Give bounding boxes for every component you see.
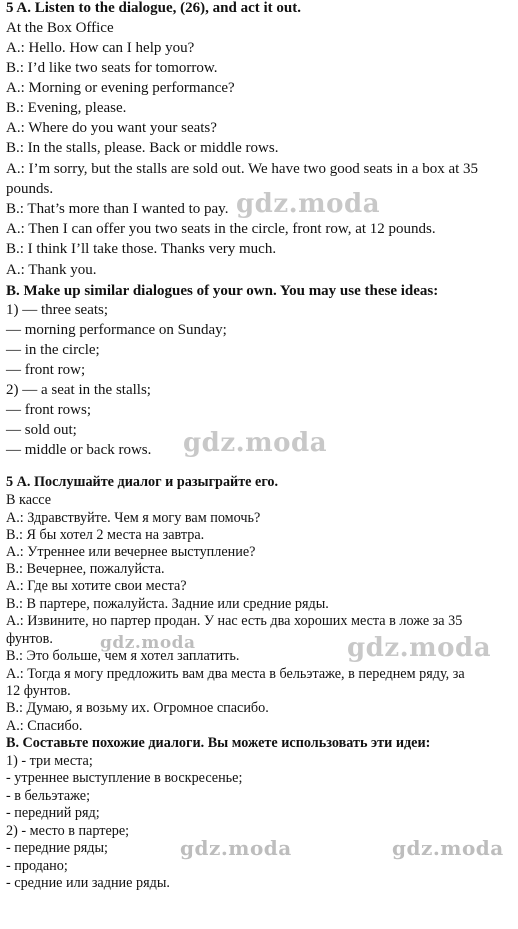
dialogue-line-ru: А.: Утреннее или вечернее выступление? <box>6 544 256 560</box>
dialogue-line-ru: А.: Спасибо. <box>6 718 83 734</box>
dialogue-line: B.: That’s more than I wanted to pay. <box>6 201 229 217</box>
idea-item-ru: - передний ряд; <box>6 805 100 821</box>
dialogue-line: A.: Hello. How can I help you? <box>6 40 195 56</box>
dialogue-line-ru: В.: Вечернее, пожалуйста. <box>6 561 165 577</box>
idea-item-ru: 2) - место в партере; <box>6 823 130 839</box>
idea-item-ru: - передние ряды; <box>6 840 108 856</box>
task-b-title-ru: В. Составьте похожие диалоги. Вы можете использовать эти идеи: <box>6 735 431 751</box>
dialogue-line-ru: А.: Где вы хотите свои места? <box>6 578 187 594</box>
dialogue-line-ru: А.: Извините, но партер продан. У нас есть два хороших места в ложе за 35 <box>6 613 463 629</box>
watermark: gdz.moda <box>347 633 492 663</box>
idea-item: — sold out; <box>6 422 77 438</box>
dialogue-line: A.: Morning or evening performance? <box>6 80 235 96</box>
watermark: gdz.moda <box>180 836 292 860</box>
dialogue-line: B.: I think I’ll take those. Thanks very much. <box>6 241 277 257</box>
dialogue-line: B.: In the stalls, please. Back or middle rows. <box>6 140 279 156</box>
watermark: gdz.moda <box>236 189 381 219</box>
dialogue-line: A.: Then I can offer you two seats in the circle, front row, at 12 pounds. <box>6 221 436 237</box>
idea-item: — front row; <box>6 362 86 378</box>
dialogue-line-ru: фунтов. <box>6 631 53 647</box>
dialogue-line-ru: В.: Думаю, я возьму их. Огромное спасибо. <box>6 700 269 716</box>
dialogue-line: B.: Evening, please. <box>6 100 127 116</box>
idea-item: 2) — a seat in the stalls; <box>6 382 151 398</box>
idea-item-ru: - продано; <box>6 858 68 874</box>
idea-item-ru: - в бельэтаже; <box>6 788 91 804</box>
idea-item: — front rows; <box>6 402 91 418</box>
dialogue-line-ru: В.: В партере, пожалуйста. Задние или средние ряды. <box>6 596 329 612</box>
dialogue-heading-ru: В кассе <box>6 492 52 508</box>
dialogue-line-ru: В.: Это больше, чем я хотел заплатить. <box>6 648 240 664</box>
dialogue-line: A.: I’m sorry, but the stalls are sold out. We have two good seats in a box at 35 <box>6 161 479 177</box>
dialogue-line-ru: В.: Я бы хотел 2 места на завтра. <box>6 527 205 543</box>
watermark: gdz.moda <box>100 633 196 653</box>
dialogue-line: A.: Thank you. <box>6 262 97 278</box>
dialogue-line-ru: 12 фунтов. <box>6 683 71 699</box>
idea-item: — morning performance on Sunday; <box>6 322 227 338</box>
dialogue-line: pounds. <box>6 181 54 197</box>
dialogue-line: B.: I’d like two seats for tomorrow. <box>6 60 218 76</box>
dialogue-line: A.: Where do you want your seats? <box>6 120 217 136</box>
task-b-title-en: B. Make up similar dialogues of your own. You may use these ideas: <box>6 283 439 299</box>
idea-item: 1) — three seats; <box>6 302 109 318</box>
dialogue-line-ru: А.: Здравствуйте. Чем я могу вам помочь? <box>6 510 261 526</box>
idea-item-ru: - средние или задние ряды. <box>6 875 170 891</box>
watermark: gdz.moda <box>392 836 504 860</box>
dialogue-heading-en: At the Box Office <box>6 20 114 36</box>
idea-item-ru: 1) - три места; <box>6 753 93 769</box>
dialogue-line-ru: А.: Тогда я могу предложить вам два места в бельэтаже, в переднем ряду, за <box>6 666 465 682</box>
exercise-title-en: 5 A. Listen to the dialogue, (26), and act it out. <box>6 0 302 16</box>
watermark: gdz.moda <box>183 428 328 458</box>
idea-item-ru: - утреннее выступление в воскресенье; <box>6 770 243 786</box>
idea-item: — in the circle; <box>6 342 100 358</box>
idea-item: — middle or back rows. <box>6 442 152 458</box>
exercise-title-ru: 5 А. Послушайте диалог и разыграйте его. <box>6 474 279 490</box>
